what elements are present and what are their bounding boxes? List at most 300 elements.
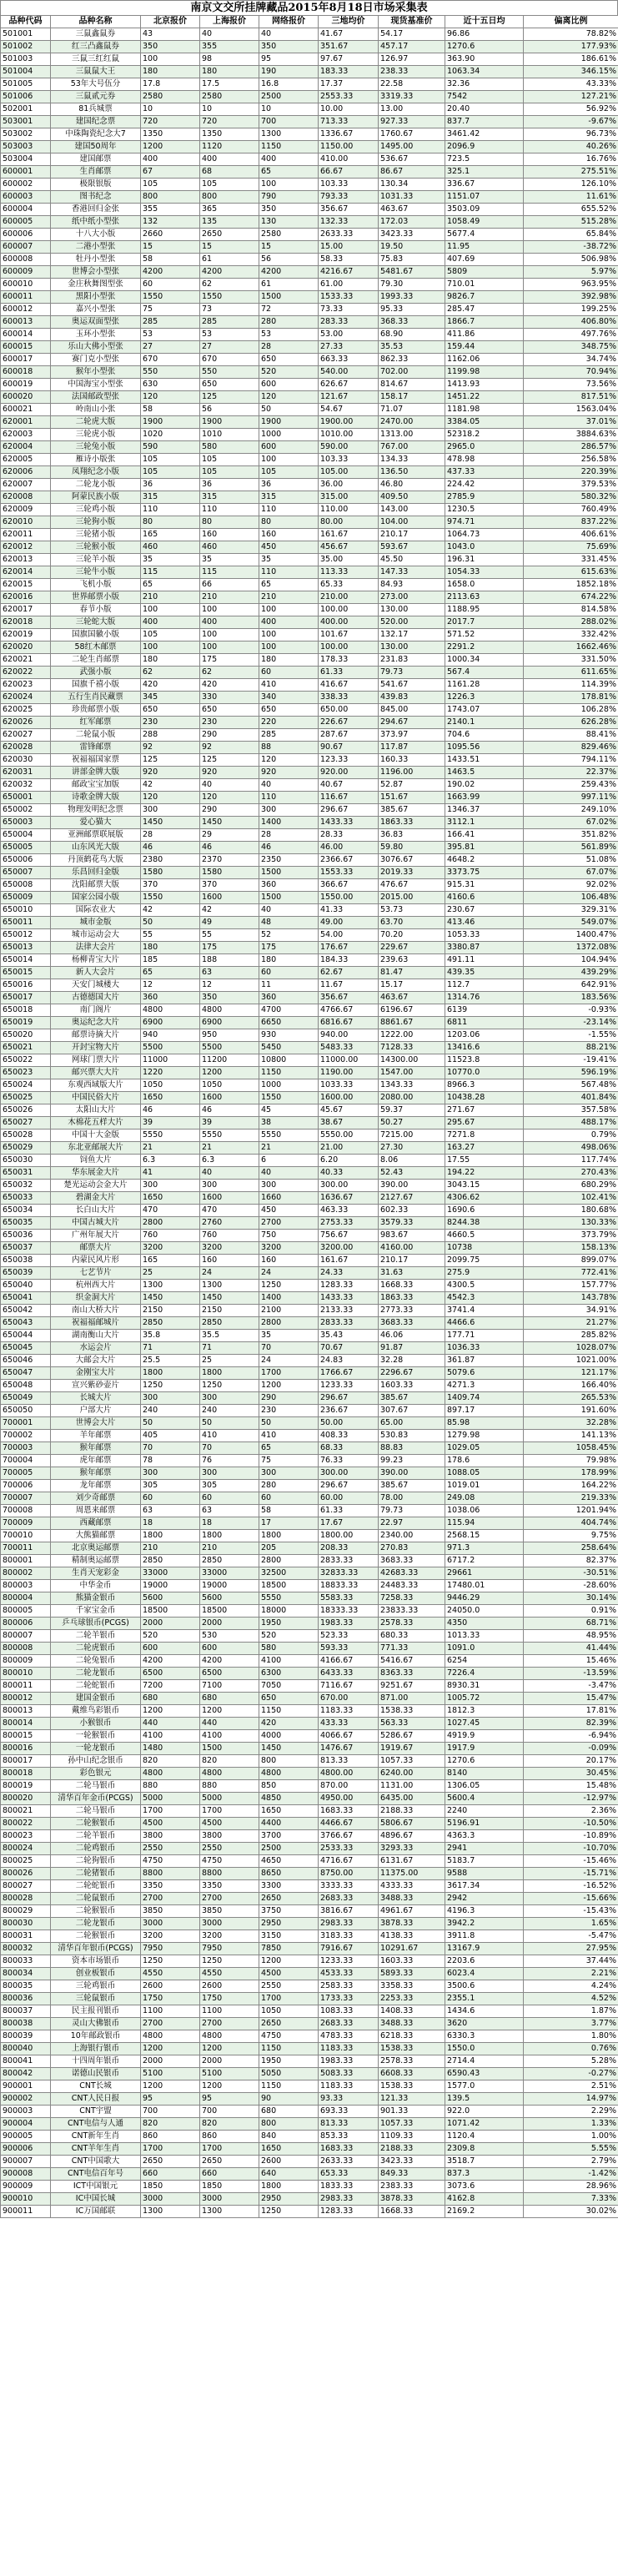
code-cell: 620025 (1, 704, 51, 717)
deviation-cell: 258.64% (524, 1542, 618, 1555)
beijing-price-cell: 1900 (141, 416, 200, 429)
beijing-price-cell: 50 (141, 917, 200, 929)
deviation-cell: -0.27% (524, 2068, 618, 2080)
deviation-cell: 3884.63% (524, 429, 618, 441)
beijing-price-cell: 3200 (141, 1242, 200, 1255)
code-cell: 700009 (1, 1517, 51, 1530)
benchmark-price-cell: 862.33 (379, 354, 445, 366)
average-price-cell: 41.67 (319, 28, 379, 41)
code-cell: 900009 (1, 2181, 51, 2193)
name-cell: 红军邮票 (51, 717, 141, 729)
beijing-price-cell: 4550 (141, 1968, 200, 1980)
beijing-price-cell: 58 (141, 254, 200, 266)
online-price-cell: 190 (259, 66, 319, 78)
fifteen-day-avg-cell: 5196.91 (445, 1818, 524, 1830)
shanghai-price-cell: 100 (200, 629, 259, 641)
average-price-cell: 50.00 (319, 1417, 379, 1430)
name-cell: 金庄秋舞图型张 (51, 279, 141, 291)
code-cell: 900008 (1, 2168, 51, 2181)
name-cell: 邮票诗摘大片 (51, 1029, 141, 1042)
col-header-online: 网络报价 (259, 16, 319, 28)
name-cell: 二轮鸡银币 (51, 1843, 141, 1855)
online-price-cell: 120 (259, 754, 319, 767)
code-cell: 700003 (1, 1442, 51, 1455)
table-row (1, 2193, 618, 2206)
name-cell: 三轮羊小版 (51, 554, 141, 566)
fifteen-day-avg-cell: 1409.74 (445, 1392, 524, 1405)
deviation-cell: 3.77% (524, 2018, 618, 2030)
code-cell: 503002 (1, 128, 51, 141)
beijing-price-cell: 470 (141, 1205, 200, 1217)
average-price-cell: 456.67 (319, 541, 379, 554)
beijing-price-cell: 420 (141, 679, 200, 692)
deviation-cell: 817.51% (524, 391, 618, 404)
average-price-cell: 870.00 (319, 1780, 379, 1793)
average-price-cell: 7116.67 (319, 1680, 379, 1693)
average-price-cell: 416.67 (319, 679, 379, 692)
table-row (1, 241, 618, 254)
online-price-cell: 290 (259, 1392, 319, 1405)
benchmark-price-cell: 368.33 (379, 316, 445, 329)
deviation-cell: 401.84% (524, 1092, 618, 1104)
benchmark-price-cell: 3358.33 (379, 1980, 445, 1993)
shanghai-price-cell: 12 (200, 979, 259, 992)
code-cell: 620010 (1, 516, 51, 529)
average-price-cell: 1183.33 (319, 1705, 379, 1718)
code-cell: 650041 (1, 1292, 51, 1305)
average-price-cell: 11000.00 (319, 1054, 379, 1067)
deviation-cell: 760.49% (524, 504, 618, 516)
fifteen-day-avg-cell: 710.01 (445, 279, 524, 291)
code-cell: 650010 (1, 904, 51, 917)
fifteen-day-avg-cell: 1095.56 (445, 742, 524, 754)
code-cell: 900006 (1, 2143, 51, 2156)
name-cell: 饲鱼大片 (51, 1155, 141, 1167)
shanghai-price-cell: 40 (200, 779, 259, 792)
shanghai-price-cell: 5100 (200, 2068, 259, 2080)
deviation-cell: -15.43% (524, 1905, 618, 1918)
table-row (1, 742, 618, 754)
table-row (1, 1117, 618, 1130)
average-price-cell: 3333.33 (319, 1880, 379, 1893)
beijing-price-cell: 820 (141, 2118, 200, 2131)
shanghai-price-cell: 410 (200, 1430, 259, 1442)
beijing-price-cell: 36 (141, 479, 200, 491)
beijing-price-cell: 5500 (141, 1042, 200, 1054)
table-row (1, 153, 618, 166)
beijing-price-cell: 680 (141, 1693, 200, 1705)
deviation-cell: -13.59% (524, 1668, 618, 1680)
fifteen-day-avg-cell: 2714.4 (445, 2055, 524, 2068)
online-price-cell: 640 (259, 2168, 319, 2181)
average-price-cell: 1183.33 (319, 2080, 379, 2093)
deviation-cell: 567.48% (524, 1079, 618, 1092)
name-cell: 二轮羊银币 (51, 1630, 141, 1643)
shanghai-price-cell: 6900 (200, 1017, 259, 1029)
shanghai-price-cell: 550 (200, 366, 259, 379)
deviation-cell: 1.65% (524, 1918, 618, 1930)
deviation-cell: 180.68% (524, 1205, 618, 1217)
deviation-cell: 37.44% (524, 1955, 618, 1968)
average-price-cell: 100.00 (319, 604, 379, 616)
name-cell: 大邮会大片 (51, 1355, 141, 1367)
shanghai-price-cell: 6500 (200, 1668, 259, 1680)
online-price-cell: 2350 (259, 854, 319, 867)
online-price-cell: 920 (259, 767, 319, 779)
deviation-cell: 70.94% (524, 366, 618, 379)
online-price-cell: 1660 (259, 1192, 319, 1205)
shanghai-price-cell: 3800 (200, 1830, 259, 1843)
name-cell: 三鼠鑫鼠券 (51, 28, 141, 41)
table-row (1, 1317, 618, 1330)
average-price-cell: 1800.00 (319, 1530, 379, 1542)
shanghai-price-cell: 2850 (200, 1555, 259, 1567)
code-cell: 650017 (1, 992, 51, 1004)
code-cell: 800007 (1, 1630, 51, 1643)
beijing-price-cell: 4800 (141, 1004, 200, 1017)
beijing-price-cell: 285 (141, 316, 200, 329)
table-row (1, 529, 618, 541)
online-price-cell: 5550 (259, 1592, 319, 1605)
average-price-cell: 101.67 (319, 629, 379, 641)
fifteen-day-avg-cell: 29661 (445, 1567, 524, 1580)
benchmark-price-cell: 845.00 (379, 704, 445, 717)
deviation-cell: 143.78% (524, 1292, 618, 1305)
header-row (1, 16, 618, 28)
table-row (1, 566, 618, 579)
average-price-cell: 1190.00 (319, 1067, 379, 1079)
online-price-cell: 100 (259, 629, 319, 641)
table-row (1, 754, 618, 767)
shanghai-price-cell: 105 (200, 466, 259, 479)
code-cell: 620018 (1, 616, 51, 629)
table-row (1, 416, 618, 429)
shanghai-price-cell: 1900 (200, 416, 259, 429)
fifteen-day-avg-cell: 85.98 (445, 1417, 524, 1430)
deviation-cell: 642.91% (524, 979, 618, 992)
shanghai-price-cell: 2700 (200, 1893, 259, 1905)
fifteen-day-avg-cell: 922.0 (445, 2106, 524, 2118)
shanghai-price-cell: 4200 (200, 266, 259, 279)
fifteen-day-avg-cell: 837.3 (445, 2168, 524, 2181)
average-price-cell: 1283.33 (319, 1280, 379, 1292)
online-price-cell: 1950 (259, 1618, 319, 1630)
shanghai-price-cell: 1550 (200, 291, 259, 304)
name-cell: 一轮猴银币 (51, 1730, 141, 1743)
code-cell: 650012 (1, 929, 51, 942)
deviation-cell: 75.69% (524, 541, 618, 554)
online-price-cell: 750 (259, 1230, 319, 1242)
average-price-cell: 40.67 (319, 779, 379, 792)
online-price-cell: 450 (259, 1205, 319, 1217)
deviation-cell: 406.61% (524, 529, 618, 541)
shanghai-price-cell: 1300 (200, 2206, 259, 2218)
fifteen-day-avg-cell: 1043.0 (445, 541, 524, 554)
average-price-cell: 1283.33 (319, 2206, 379, 2218)
fifteen-day-avg-cell: 9826.7 (445, 291, 524, 304)
code-cell: 600007 (1, 241, 51, 254)
fifteen-day-avg-cell: 1000.34 (445, 654, 524, 667)
col-header-deviation: 偏离比例 (524, 16, 618, 28)
average-price-cell: 853.33 (319, 2131, 379, 2143)
shanghai-price-cell: 300 (200, 1180, 259, 1192)
benchmark-price-cell: 35.53 (379, 341, 445, 354)
table-row (1, 1330, 618, 1342)
deviation-cell: 11.61% (524, 191, 618, 204)
table-row (1, 78, 618, 91)
average-price-cell: 61.33 (319, 1505, 379, 1517)
beijing-price-cell: 21 (141, 1142, 200, 1155)
name-cell: 三鼠三红红鼠 (51, 53, 141, 66)
deviation-cell: -3.47% (524, 1680, 618, 1693)
table-row (1, 1092, 618, 1104)
shanghai-price-cell: 98 (200, 53, 259, 66)
name-cell: 周恩来邮票 (51, 1505, 141, 1517)
beijing-price-cell: 360 (141, 992, 200, 1004)
fifteen-day-avg-cell: 837.7 (445, 116, 524, 128)
fifteen-day-avg-cell: 3942.2 (445, 1918, 524, 1930)
name-cell: 国旗国徽小版 (51, 629, 141, 641)
name-cell: 二轮龙小版 (51, 479, 141, 491)
average-price-cell: 40.33 (319, 1167, 379, 1180)
code-cell: 650003 (1, 817, 51, 829)
shanghai-price-cell: 1300 (200, 1280, 259, 1292)
table-row (1, 1830, 618, 1843)
benchmark-price-cell: 5806.67 (379, 1818, 445, 1830)
shanghai-price-cell: 11200 (200, 1054, 259, 1067)
code-cell: 800020 (1, 1793, 51, 1805)
fifteen-day-avg-cell: 361.87 (445, 1355, 524, 1367)
online-price-cell: 700 (259, 116, 319, 128)
name-cell: 碧湖金大片 (51, 1192, 141, 1205)
deviation-cell: 2.29% (524, 2106, 618, 2118)
deviation-cell: 15.47% (524, 1693, 618, 1705)
table-row (1, 1230, 618, 1242)
table-row (1, 1555, 618, 1567)
table-row (1, 1217, 618, 1230)
beijing-price-cell: 132 (141, 216, 200, 229)
code-cell: 620028 (1, 742, 51, 754)
code-cell: 600011 (1, 291, 51, 304)
code-cell: 800029 (1, 1905, 51, 1918)
shanghai-price-cell: 2760 (200, 1217, 259, 1230)
online-price-cell: 35 (259, 554, 319, 566)
online-price-cell: 52 (259, 929, 319, 942)
table-row (1, 692, 618, 704)
name-cell: 小猴银币 (51, 1718, 141, 1730)
code-cell: 650016 (1, 979, 51, 992)
average-price-cell: 2683.33 (319, 2018, 379, 2030)
beijing-price-cell: 660 (141, 2168, 200, 2181)
benchmark-price-cell: 520.00 (379, 616, 445, 629)
online-price-cell: 65 (259, 579, 319, 591)
online-price-cell: 1000 (259, 1079, 319, 1092)
name-cell: 熊猫金银币 (51, 1592, 141, 1605)
name-cell: 上海银行银币 (51, 2043, 141, 2055)
average-price-cell: 3766.67 (319, 1830, 379, 1843)
average-price-cell: 296.67 (319, 1480, 379, 1492)
benchmark-price-cell: 2578.33 (379, 1618, 445, 1630)
table-row (1, 2168, 618, 2181)
shanghai-price-cell: 18 (200, 1517, 259, 1530)
code-cell: 600001 (1, 166, 51, 179)
code-cell: 800032 (1, 1943, 51, 1955)
deviation-cell: 21.27% (524, 1317, 618, 1330)
shanghai-price-cell: 760 (200, 1230, 259, 1242)
average-price-cell: 24.83 (319, 1355, 379, 1367)
name-cell: 二轮鼠小版 (51, 729, 141, 742)
average-price-cell: 2833.33 (319, 1317, 379, 1330)
deviation-cell: 1021.00% (524, 1355, 618, 1367)
benchmark-price-cell: 63.70 (379, 917, 445, 929)
code-cell: 600019 (1, 379, 51, 391)
name-cell: 二轮虎大版 (51, 416, 141, 429)
benchmark-price-cell: 15.17 (379, 979, 445, 992)
average-price-cell: 6433.33 (319, 1668, 379, 1680)
shanghai-price-cell: 175 (200, 942, 259, 954)
deviation-cell: -30.51% (524, 1567, 618, 1580)
code-cell: 800033 (1, 1955, 51, 1968)
name-cell: 太阳山大片 (51, 1104, 141, 1117)
average-price-cell: 813.33 (319, 2118, 379, 2131)
benchmark-price-cell: 1495.00 (379, 141, 445, 153)
beijing-price-cell: 1020 (141, 429, 200, 441)
code-cell: 900004 (1, 2118, 51, 2131)
fifteen-day-avg-cell: 1279.98 (445, 1430, 524, 1442)
average-price-cell: 61.00 (319, 279, 379, 291)
benchmark-price-cell: 10291.67 (379, 1943, 445, 1955)
table-row (1, 854, 618, 867)
average-price-cell: 1600.00 (319, 1092, 379, 1104)
benchmark-price-cell: 71.07 (379, 404, 445, 416)
fifteen-day-avg-cell: 6590.43 (445, 2068, 524, 2080)
shanghai-price-cell: 4800 (200, 1004, 259, 1017)
fifteen-day-avg-cell: 4350 (445, 1618, 524, 1630)
table-row (1, 842, 618, 854)
beijing-price-cell: 2700 (141, 2018, 200, 2030)
table-row (1, 667, 618, 679)
shanghai-price-cell: 210 (200, 591, 259, 604)
fifteen-day-avg-cell: 6254 (445, 1655, 524, 1668)
benchmark-price-cell: 3423.33 (379, 229, 445, 241)
average-price-cell: 410.00 (319, 153, 379, 166)
online-price-cell: 8650 (259, 1868, 319, 1880)
online-price-cell: 4750 (259, 2030, 319, 2043)
shanghai-price-cell: 63 (200, 1505, 259, 1517)
table-row (1, 1442, 618, 1455)
online-price-cell: 60 (259, 967, 319, 979)
shanghai-price-cell: 40 (200, 28, 259, 41)
name-cell: 龙年邮票 (51, 1480, 141, 1492)
online-price-cell: 110 (259, 792, 319, 804)
code-cell: 650027 (1, 1117, 51, 1130)
average-price-cell: 161.67 (319, 529, 379, 541)
benchmark-price-cell: 31.63 (379, 1267, 445, 1280)
fifteen-day-avg-cell: 4300.5 (445, 1280, 524, 1292)
code-cell: 800004 (1, 1592, 51, 1605)
table-row (1, 454, 618, 466)
online-price-cell: 1500 (259, 867, 319, 879)
online-price-cell: 1200 (259, 1955, 319, 1968)
online-price-cell: 18000 (259, 1605, 319, 1618)
name-cell: IC万国邮联 (51, 2206, 141, 2218)
beijing-price-cell: 350 (141, 41, 200, 53)
online-price-cell: 1150 (259, 2043, 319, 2055)
shanghai-price-cell: 400 (200, 153, 259, 166)
fifteen-day-avg-cell: 395.81 (445, 842, 524, 854)
table-row (1, 2093, 618, 2106)
shanghai-price-cell: 1750 (200, 1993, 259, 2005)
table-row (1, 1805, 618, 1818)
fifteen-day-avg-cell: 2099.75 (445, 1255, 524, 1267)
name-cell: 阿蒙民族小版 (51, 491, 141, 504)
deviation-cell: 92.02% (524, 879, 618, 892)
benchmark-price-cell: 239.63 (379, 954, 445, 967)
code-cell: 620016 (1, 591, 51, 604)
average-price-cell: 103.33 (319, 179, 379, 191)
name-cell: 猴年小型张 (51, 366, 141, 379)
code-cell: 800035 (1, 1980, 51, 1993)
name-cell: 水运会片 (51, 1342, 141, 1355)
name-cell: 三轮鸡小版 (51, 504, 141, 516)
deviation-cell: 2.51% (524, 2080, 618, 2093)
code-cell: 650047 (1, 1367, 51, 1380)
name-cell: 乐山大佛小型张 (51, 341, 141, 354)
name-cell: 大熊猫邮票 (51, 1530, 141, 1542)
deviation-cell: 275.51% (524, 166, 618, 179)
online-price-cell: 5050 (259, 2068, 319, 2080)
benchmark-price-cell: 79.73 (379, 1505, 445, 1517)
online-price-cell: 850 (259, 1780, 319, 1793)
beijing-price-cell: 5100 (141, 2068, 200, 2080)
benchmark-price-cell: 409.50 (379, 491, 445, 504)
online-price-cell: 3700 (259, 1830, 319, 1843)
name-cell: 华东展金大片 (51, 1167, 141, 1180)
fifteen-day-avg-cell: 3373.75 (445, 867, 524, 879)
code-cell: 650025 (1, 1092, 51, 1104)
average-price-cell: 433.33 (319, 1718, 379, 1730)
average-price-cell: 338.33 (319, 692, 379, 704)
deviation-cell: 114.39% (524, 679, 618, 692)
deviation-cell: 561.89% (524, 842, 618, 854)
online-price-cell: 110 (259, 566, 319, 579)
deviation-cell: 1662.46% (524, 641, 618, 654)
code-cell: 650035 (1, 1217, 51, 1230)
fifteen-day-avg-cell: 1054.33 (445, 566, 524, 579)
benchmark-price-cell: 1993.33 (379, 291, 445, 304)
fifteen-day-avg-cell: 2309.8 (445, 2143, 524, 2156)
name-cell: 中华金币 (51, 1580, 141, 1592)
average-price-cell: 184.33 (319, 954, 379, 967)
online-price-cell: 24 (259, 1355, 319, 1367)
table-row (1, 316, 618, 329)
benchmark-price-cell: 849.33 (379, 2168, 445, 2181)
benchmark-price-cell: 160.33 (379, 754, 445, 767)
beijing-price-cell: 1800 (141, 1367, 200, 1380)
deviation-cell: 65.84% (524, 229, 618, 241)
online-price-cell: 6300 (259, 1668, 319, 1680)
code-cell: 700004 (1, 1455, 51, 1467)
average-price-cell: 1183.33 (319, 2043, 379, 2055)
beijing-price-cell: 165 (141, 1255, 200, 1267)
average-price-cell: 5583.33 (319, 1592, 379, 1605)
col-header-beijing: 北京报价 (141, 16, 200, 28)
benchmark-price-cell: 1222.00 (379, 1029, 445, 1042)
fifteen-day-avg-cell: 2941 (445, 1843, 524, 1855)
benchmark-price-cell: 54.17 (379, 28, 445, 41)
online-price-cell: 1250 (259, 1280, 319, 1292)
benchmark-price-cell: 84.93 (379, 579, 445, 591)
